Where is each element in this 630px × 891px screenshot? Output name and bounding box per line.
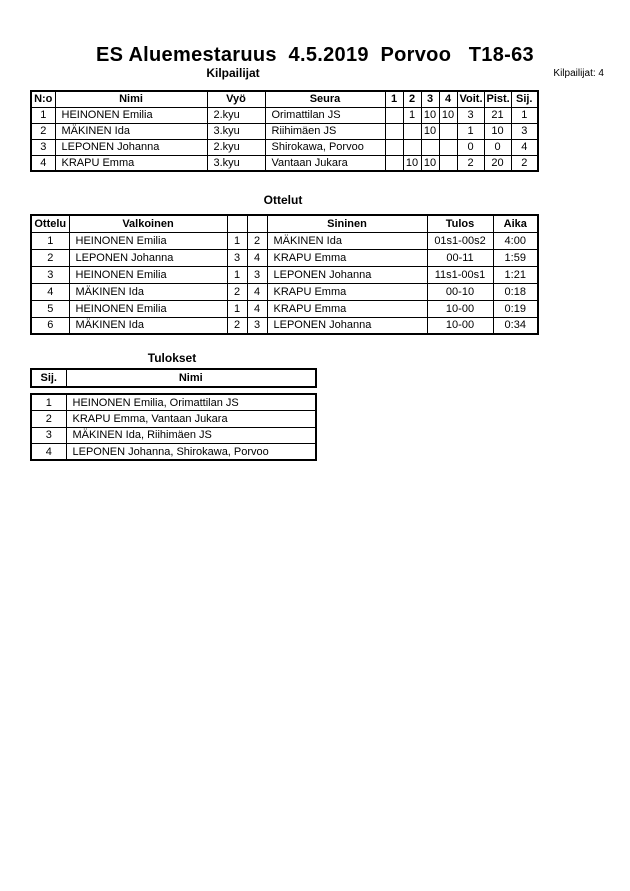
header-tulos: Tulos (427, 215, 493, 232)
cell-sininen: LEPONEN Johanna (267, 317, 427, 334)
cell-white-no: 2 (227, 283, 247, 300)
header-blue-no (247, 215, 267, 232)
table-header-row (31, 91, 538, 107)
cell-score-1 (385, 123, 403, 139)
cell-blue-no: 3 (247, 266, 267, 283)
header-no: N:o (31, 91, 55, 107)
cell-sij: 3 (31, 427, 66, 444)
cell-ottelu: 3 (31, 266, 69, 283)
section-title-tulokset: Tulokset (147, 351, 197, 365)
cell-vyo: 2.kyu (207, 107, 265, 123)
cell-aika: 0:19 (493, 300, 538, 317)
cell-blue-no: 4 (247, 300, 267, 317)
table-row (31, 123, 538, 139)
cell-score-4 (439, 155, 457, 171)
header-aika: Aika (493, 215, 538, 232)
table-row (31, 444, 316, 461)
table-row (31, 283, 538, 300)
header-vyo: Vyö (207, 91, 265, 107)
cell-score-4 (439, 139, 457, 155)
competitors-count-label: Kilpailijat: 4 (553, 68, 604, 79)
cell-score-4: 10 (439, 107, 457, 123)
table-row (31, 411, 316, 428)
table-row (31, 300, 538, 317)
cell-tulos: 00-10 (427, 283, 493, 300)
cell-nimi: HEINONEN Emilia, Orimattilan JS (66, 394, 316, 411)
cell-seura: Orimattilan JS (265, 107, 385, 123)
table-row (31, 107, 538, 123)
cell-aika: 0:34 (493, 317, 538, 334)
cell-no: 1 (31, 107, 55, 123)
table-row (31, 155, 538, 171)
header-score-4: 4 (439, 91, 457, 107)
cell-white-no: 1 (227, 232, 247, 249)
cell-seura: Riihimäen JS (265, 123, 385, 139)
cell-score-1 (385, 107, 403, 123)
header-nimi: Nimi (66, 369, 316, 387)
cell-white-no: 2 (227, 317, 247, 334)
cell-sij: 1 (31, 394, 66, 411)
cell-sij: 4 (511, 139, 538, 155)
cell-ottelu: 1 (31, 232, 69, 249)
header-sininen: Sininen (267, 215, 427, 232)
cell-tulos: 11s1-00s1 (427, 266, 493, 283)
cell-valkoinen: MÄKINEN Ida (69, 317, 227, 334)
results-table (30, 393, 317, 461)
cell-blue-no: 4 (247, 249, 267, 266)
header-score-1: 1 (385, 91, 403, 107)
cell-valkoinen: HEINONEN Emilia (69, 300, 227, 317)
header-ottelu: Ottelu (31, 215, 69, 232)
header-voit: Voit. (457, 91, 484, 107)
cell-nimi: LEPONEN Johanna, Shirokawa, Porvoo (66, 444, 316, 461)
cell-aika: 1:59 (493, 249, 538, 266)
header-seura: Seura (265, 91, 385, 107)
table-header-row (31, 215, 538, 232)
cell-tulos: 00-11 (427, 249, 493, 266)
cell-score-3 (421, 139, 439, 155)
cell-valkoinen: MÄKINEN Ida (69, 283, 227, 300)
section-title-kilpailijat: Kilpailijat (206, 66, 260, 80)
cell-score-1 (385, 139, 403, 155)
cell-valkoinen: HEINONEN Emilia (69, 232, 227, 249)
table-header-row (31, 369, 316, 387)
cell-voit: 2 (457, 155, 484, 171)
cell-voit: 1 (457, 123, 484, 139)
cell-ottelu: 4 (31, 283, 69, 300)
cell-score-2 (403, 123, 421, 139)
cell-no: 3 (31, 139, 55, 155)
cell-blue-no: 2 (247, 232, 267, 249)
cell-score-1 (385, 155, 403, 171)
results-table-header (30, 368, 317, 388)
cell-nimi: MÄKINEN Ida (55, 123, 207, 139)
cell-sij: 4 (31, 444, 66, 461)
cell-valkoinen: LEPONEN Johanna (69, 249, 227, 266)
cell-white-no: 1 (227, 300, 247, 317)
cell-pist: 20 (484, 155, 511, 171)
header-valkoinen: Valkoinen (69, 215, 227, 232)
cell-score-3: 10 (421, 107, 439, 123)
table-row (31, 266, 538, 283)
cell-vyo: 2.kyu (207, 139, 265, 155)
cell-nimi: KRAPU Emma, Vantaan Jukara (66, 411, 316, 428)
cell-sij: 2 (511, 155, 538, 171)
cell-white-no: 3 (227, 249, 247, 266)
cell-sininen: KRAPU Emma (267, 300, 427, 317)
cell-score-4 (439, 123, 457, 139)
cell-tulos: 10-00 (427, 300, 493, 317)
cell-vyo: 3.kyu (207, 155, 265, 171)
cell-sininen: KRAPU Emma (267, 249, 427, 266)
cell-voit: 3 (457, 107, 484, 123)
cell-ottelu: 5 (31, 300, 69, 317)
cell-pist: 21 (484, 107, 511, 123)
cell-vyo: 3.kyu (207, 123, 265, 139)
cell-nimi: MÄKINEN Ida, Riihimäen JS (66, 427, 316, 444)
cell-score-2 (403, 139, 421, 155)
cell-pist: 0 (484, 139, 511, 155)
cell-seura: Shirokawa, Porvoo (265, 139, 385, 155)
header-pist: Pist. (484, 91, 511, 107)
cell-aika: 0:18 (493, 283, 538, 300)
table-row (31, 249, 538, 266)
cell-sij: 1 (511, 107, 538, 123)
header-sij: Sij. (511, 91, 538, 107)
cell-nimi: LEPONEN Johanna (55, 139, 207, 155)
competitors-table (30, 90, 539, 172)
header-nimi: Nimi (55, 91, 207, 107)
table-row (31, 317, 538, 334)
cell-voit: 0 (457, 139, 484, 155)
header-score-2: 2 (403, 91, 421, 107)
cell-score-3: 10 (421, 155, 439, 171)
table-row (31, 139, 538, 155)
section-title-ottelut: Ottelut (263, 193, 303, 207)
cell-aika: 1:21 (493, 266, 538, 283)
cell-pist: 10 (484, 123, 511, 139)
cell-score-2: 1 (403, 107, 421, 123)
matches-table (30, 214, 539, 335)
cell-nimi: KRAPU Emma (55, 155, 207, 171)
cell-aika: 4:00 (493, 232, 538, 249)
header-white-no (227, 215, 247, 232)
table-row (31, 394, 316, 411)
cell-sij: 3 (511, 123, 538, 139)
cell-no: 2 (31, 123, 55, 139)
cell-score-2: 10 (403, 155, 421, 171)
cell-nimi: HEINONEN Emilia (55, 107, 207, 123)
cell-tulos: 01s1-00s2 (427, 232, 493, 249)
cell-no: 4 (31, 155, 55, 171)
cell-sininen: KRAPU Emma (267, 283, 427, 300)
cell-seura: Vantaan Jukara (265, 155, 385, 171)
cell-blue-no: 3 (247, 317, 267, 334)
cell-sininen: LEPONEN Johanna (267, 266, 427, 283)
cell-ottelu: 6 (31, 317, 69, 334)
cell-ottelu: 2 (31, 249, 69, 266)
header-sij: Sij. (31, 369, 66, 387)
cell-valkoinen: HEINONEN Emilia (69, 266, 227, 283)
cell-blue-no: 4 (247, 283, 267, 300)
cell-sininen: MÄKINEN Ida (267, 232, 427, 249)
cell-sij: 2 (31, 411, 66, 428)
cell-tulos: 10-00 (427, 317, 493, 334)
cell-white-no: 1 (227, 266, 247, 283)
table-row (31, 232, 538, 249)
header-score-3: 3 (421, 91, 439, 107)
table-row (31, 427, 316, 444)
cell-score-3: 10 (421, 123, 439, 139)
page-title: ES Aluemestaruus 4.5.2019 Porvoo T18-63 (96, 44, 534, 66)
